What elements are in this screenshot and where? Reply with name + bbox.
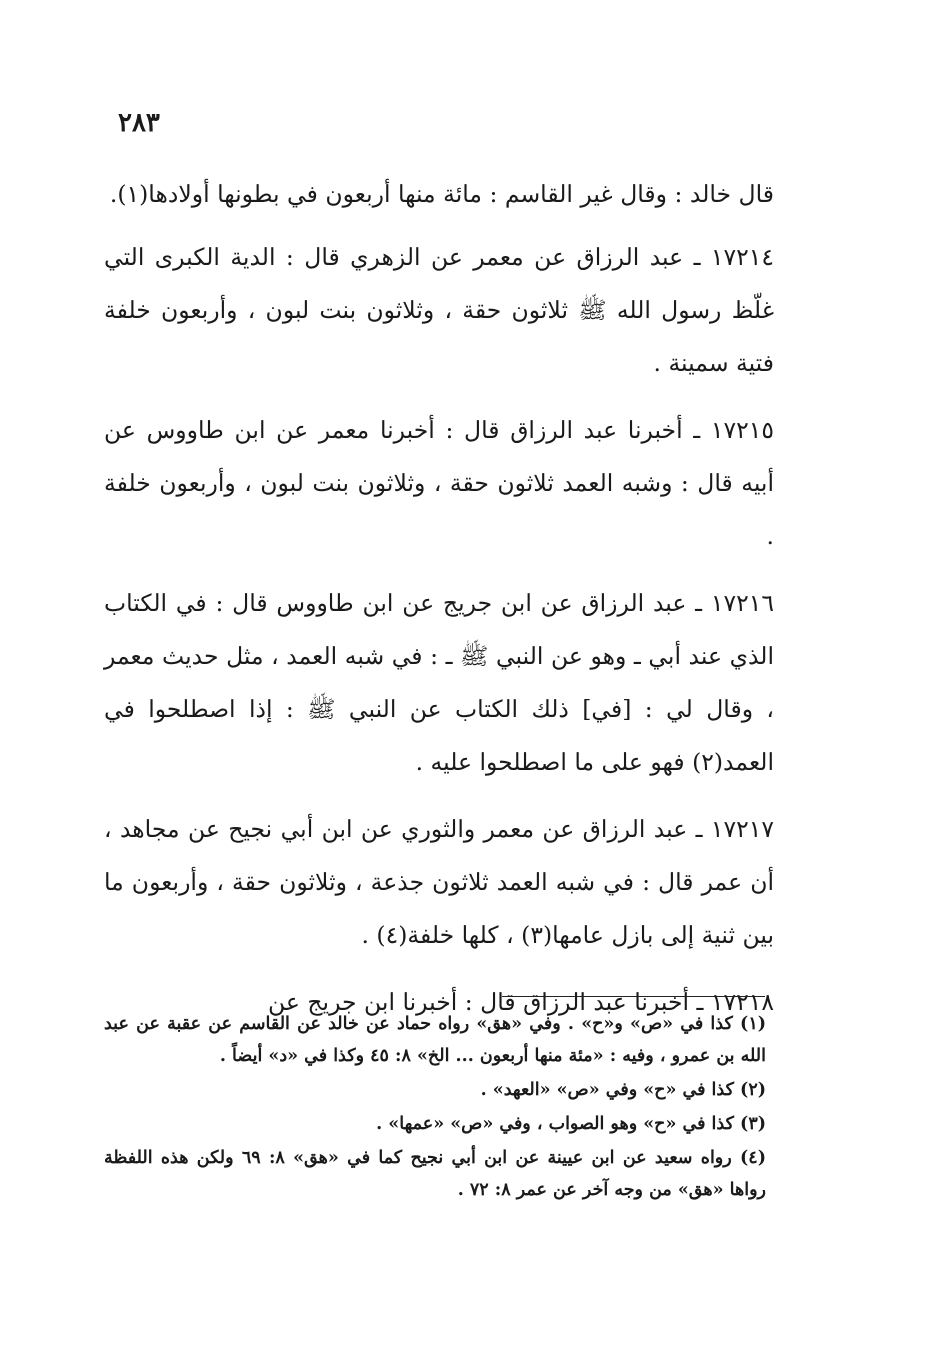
footnote-3: (٣) كذا في «ح» وهو الصواب ، وفي «ص» «عمها» . <box>376 1114 766 1134</box>
footnote-divider <box>502 996 765 997</box>
hadith-17215: ١٧٢١٥ ـ أخبرنا عبد الرزاق قال : أخبرنا معمر عن ابن طاووس عن أبيه قال : وشبه العمد ثلاثون حقة ، وثلاثون بنت لبون ، وأربعون خلفة . <box>104 416 774 550</box>
main-text <box>104 168 774 1043</box>
hadith-17216: ١٧٢١٦ ـ عبد الرزاق عن ابن جريج عن ابن طاووس قال : في الكتاب الذي عند أبي ـ وهو عن النبي ﷺ ـ : في شبه العمد ، مثل حديث معمر ، وقال لي : [في] ذلك الكتاب عن النبي ﷺ : إذا اصطلحوا في العمد(٢) فهو على ما اصطلحوا عليه . <box>104 589 774 776</box>
footnotes <box>104 1008 766 1208</box>
paragraph-intro: قال خالد : وقال غير القاسم : مائة منها أربعون في بطونها أولادها(١). <box>109 180 774 208</box>
hadith-17218: ١٧٢١٨ ـ أخبرنا عبد الرزاق قال : أخبرنا ابن جريج عن <box>267 988 774 1016</box>
footnote-1: (١) كذا في «ص» و«ح» . وفي «هق» رواه حماد عن خالد عن القاسم عن عقبة عن عبد الله بن عمرو ، وفيه : «مئة منها أربعون ... الخ» ٨: ٤٥ وكذا في «د» أيضاً . <box>104 1014 766 1066</box>
hadith-17217: ١٧٢١٧ ـ عبد الرزاق عن معمر والثوري عن ابن أبي نجيح عن مجاهد ، أن عمر قال : في شبه العمد ثلاثون جذعة ، وثلاثون حقة ، وأربعون ما بين ثنية إلى بازل عامها(٣) ، كلها خلفة(٤) . <box>104 815 774 949</box>
footnote-4: (٤) رواه سعيد عن ابن عيينة عن ابن أبي نجيح كما في «هق» ٨: ٦٩ ولكن هذه اللفظة رواها «هق» من وجه آخر عن عمر ٨: ٧٢ . <box>104 1148 766 1200</box>
footnote-2: (٢) كذا في «ح» وفي «ص» «العهد» . <box>480 1080 766 1100</box>
page-number: ٢٨٣ <box>118 108 160 138</box>
hadith-17214: ١٧٢١٤ ـ عبد الرزاق عن معمر عن الزهري قال : الدية الكبرى التي غلّظ رسول الله ﷺ ثلاثون حقة ، وثلاثون بنت لبون ، وأربعون خلفة فتية سمينة . <box>104 243 774 377</box>
